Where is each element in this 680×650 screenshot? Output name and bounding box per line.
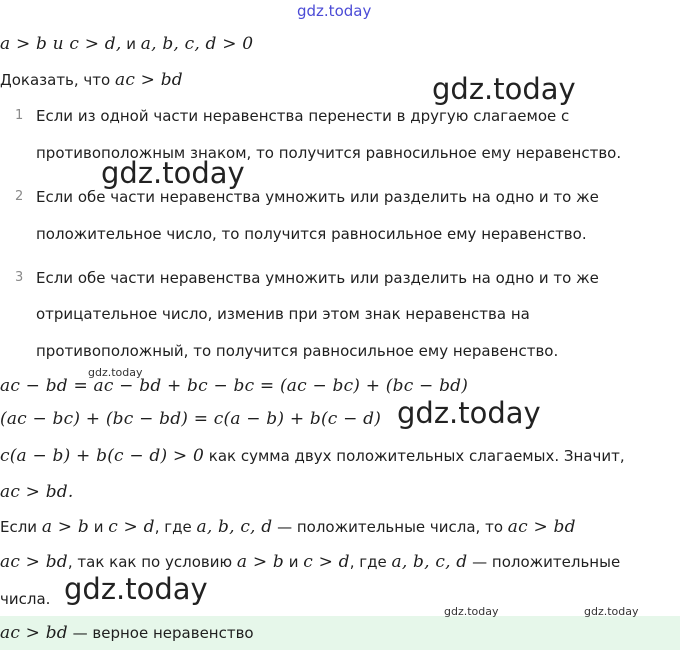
if-text-2: и [88,518,109,536]
equation-1 [0,375,468,397]
if-math-2: c > d [108,517,155,537]
rule-3-line-3: противоположный, то получится равносильное ему неравенство. [36,342,559,360]
watermark-top: gdz.today [297,2,372,20]
if-text-1: Если [0,518,42,536]
conclusion-since-line-2 [0,588,50,610]
equation-1-math: ac − bd = ac − bd + bc − bc = (ac − bc) + (bc − bd) [0,376,469,396]
watermark-big-2: gdz.today [101,156,245,190]
conclusion-since-line [0,551,620,573]
rule-3-line-2: отрицательное число, изменив при этом знак неравенства на [36,305,530,323]
answer-line [0,622,254,644]
prove-math: ac > bd [114,70,183,90]
if-text-4: — положительные числа, то [272,518,508,536]
since-text-1: , так как по условию [67,553,237,571]
if-text-3: , где [154,518,197,536]
conclusion-if-line [0,516,576,538]
equation-2 [0,408,381,430]
rule-number-2: 2 [15,189,24,204]
rule-3-line-1: Если обе части неравенства умножить или разделить на одно и то же [36,269,599,287]
rule-1-line-1: Если из одной части неравенства перенести в другую слагаемое с [36,107,570,125]
equation-4-math: ac > bd. [0,482,74,502]
prove-text: Доказать, что [0,71,115,89]
watermark-small-1: gdz.today [444,605,499,618]
equation-3-math: c(a − b) + b(c − d) > 0 [0,446,204,466]
equation-2-math: (ac − bc) + (bc − bd) = c(a − b) + b(c − d) [0,409,382,429]
watermark-big-3: gdz.today [397,396,541,430]
rule-number-1: 1 [15,108,24,123]
equation-4 [0,481,73,503]
prove-line [0,69,183,91]
rule-1-line-2: противоположным знаком, то получится равносильное ему неравенство. [36,144,622,162]
given-math-2: a, b, c, d > 0 [140,34,254,54]
answer-math: ac > bd [0,623,68,643]
given-math: a > b и c > d, [0,34,122,54]
if-math-1: a > b [41,517,89,537]
answer-text: — верное неравенство [67,624,254,642]
since-text-2: и [283,553,304,571]
equation-3-text: как сумма двух положительных слагаемых. Значит, [203,447,625,465]
given-conj: и [121,35,141,53]
equation-3 [0,445,625,467]
given-line [0,33,253,55]
watermark-big-4: gdz.today [64,572,208,606]
rule-2-line-2: положительное число, то получится равносильное ему неравенство. [36,225,587,243]
watermark-big-1: gdz.today [432,72,576,106]
since-math-2: a > b [236,552,284,572]
since-text-5: числа. [0,590,51,608]
watermark-small-mid: gdz.today [88,366,143,379]
if-math-4: ac > bd [507,517,576,537]
rule-number-3: 3 [15,270,24,285]
since-text-3: , где [349,553,392,571]
if-math-3: a, b, c, d [196,517,273,537]
watermark-small-2: gdz.today [584,605,639,618]
since-math-4: a, b, c, d [391,552,468,572]
rule-2-line-1: Если обе части неравенства умножить или разделить на одно и то же [36,188,599,206]
since-math-1: ac > bd [0,552,68,572]
since-text-4: — положительные [467,553,621,571]
since-math-3: c > d [303,552,350,572]
